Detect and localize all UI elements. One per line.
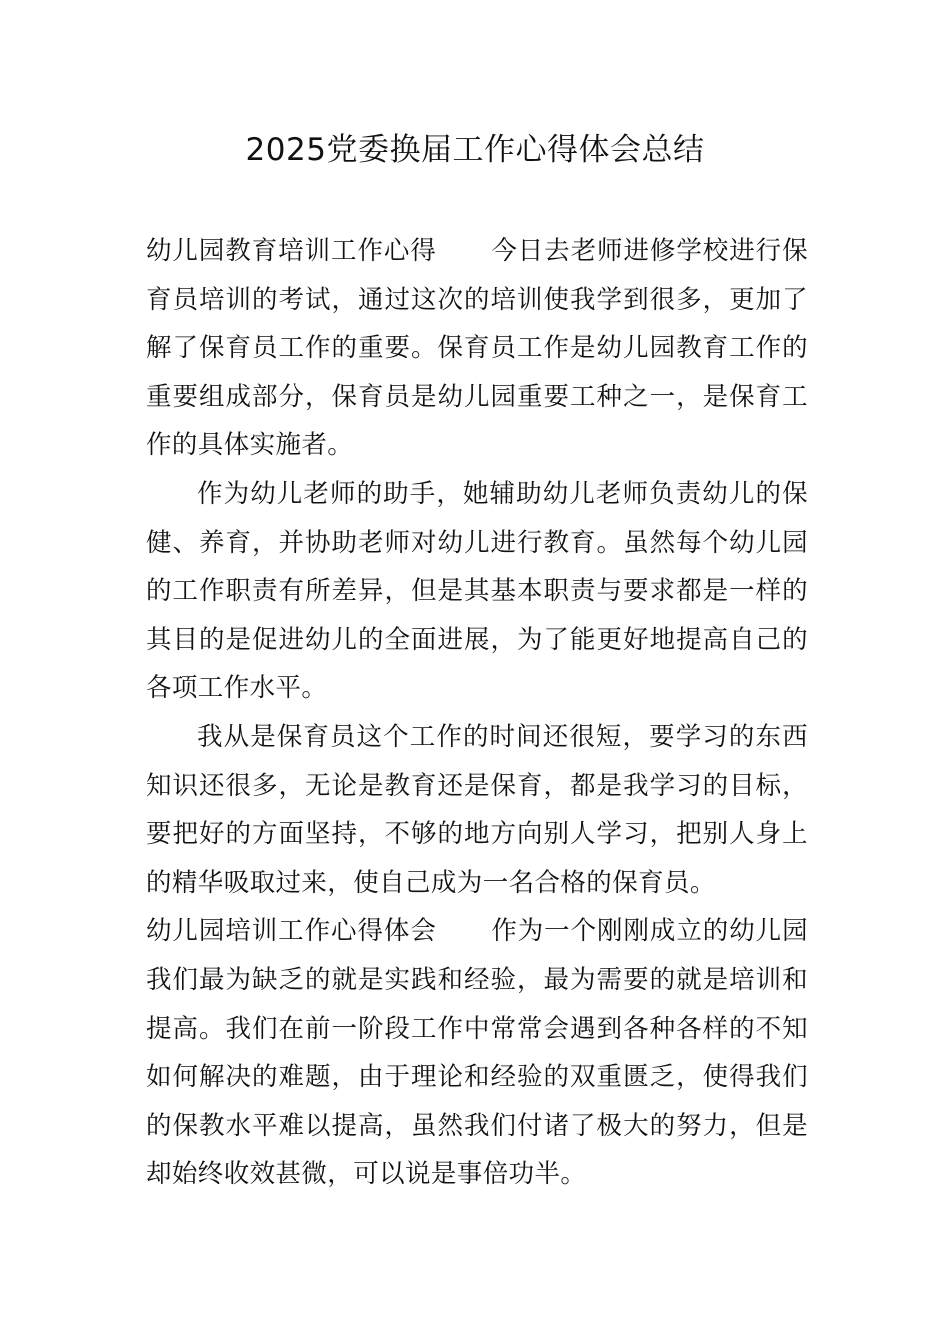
paragraph-4-heading: 幼儿园培训工作心得体会 <box>146 916 437 947</box>
document-title: 2025党委换届工作心得体会总结 <box>245 132 705 168</box>
paragraph-4 <box>146 907 808 1199</box>
paragraph-1 <box>146 227 808 470</box>
paragraph-2: 作为幼儿老师的助手，她辅助幼儿老师负责幼儿的保健、养育，并协助老师对幼儿进行教育。虽然每个幼儿园的工作职责有所差异，但是其基本职责与要求都是一样的其目的是促进幼儿的全面进展，为了能更好地提高自己的各项工作水平。 <box>146 478 808 704</box>
document-body <box>146 227 808 1199</box>
paragraph-1-heading: 幼儿园教育培训工作心得 <box>146 236 437 266</box>
paragraph-4-text: 作为一个刚刚成立的幼儿园我们最为缺乏的就是实践和经验，最为需要的就是培训和提高。我们在前一阶段工作中常常会遇到各种各样的不知如何解决的难题，由于理论和经验的双重匮乏，使得我们的保教水平难以提高，虽然我们付诸了极大的努力，但是却始终收效甚微，可以说是事倍功半。 <box>146 916 808 1190</box>
paragraph-1-text: 今日去老师进修学校进行保育员培训的考试，通过这次的培训使我学到很多，更加了解了保育员工作的重要。保育员工作是幼儿园教育工作的重要组成部分，保育员是幼儿园重要工种之一，是保育工作的具体实施者。 <box>146 236 808 461</box>
paragraph-3: 我从是保育员这个工作的时间还很短，要学习的东西知识还很多，无论是教育还是保育，都是我学习的目标，要把好的方面坚持，不够的地方向别人学习，把别人身上的精华吸取过来，使自己成为一名合格的保育员。 <box>146 721 808 898</box>
